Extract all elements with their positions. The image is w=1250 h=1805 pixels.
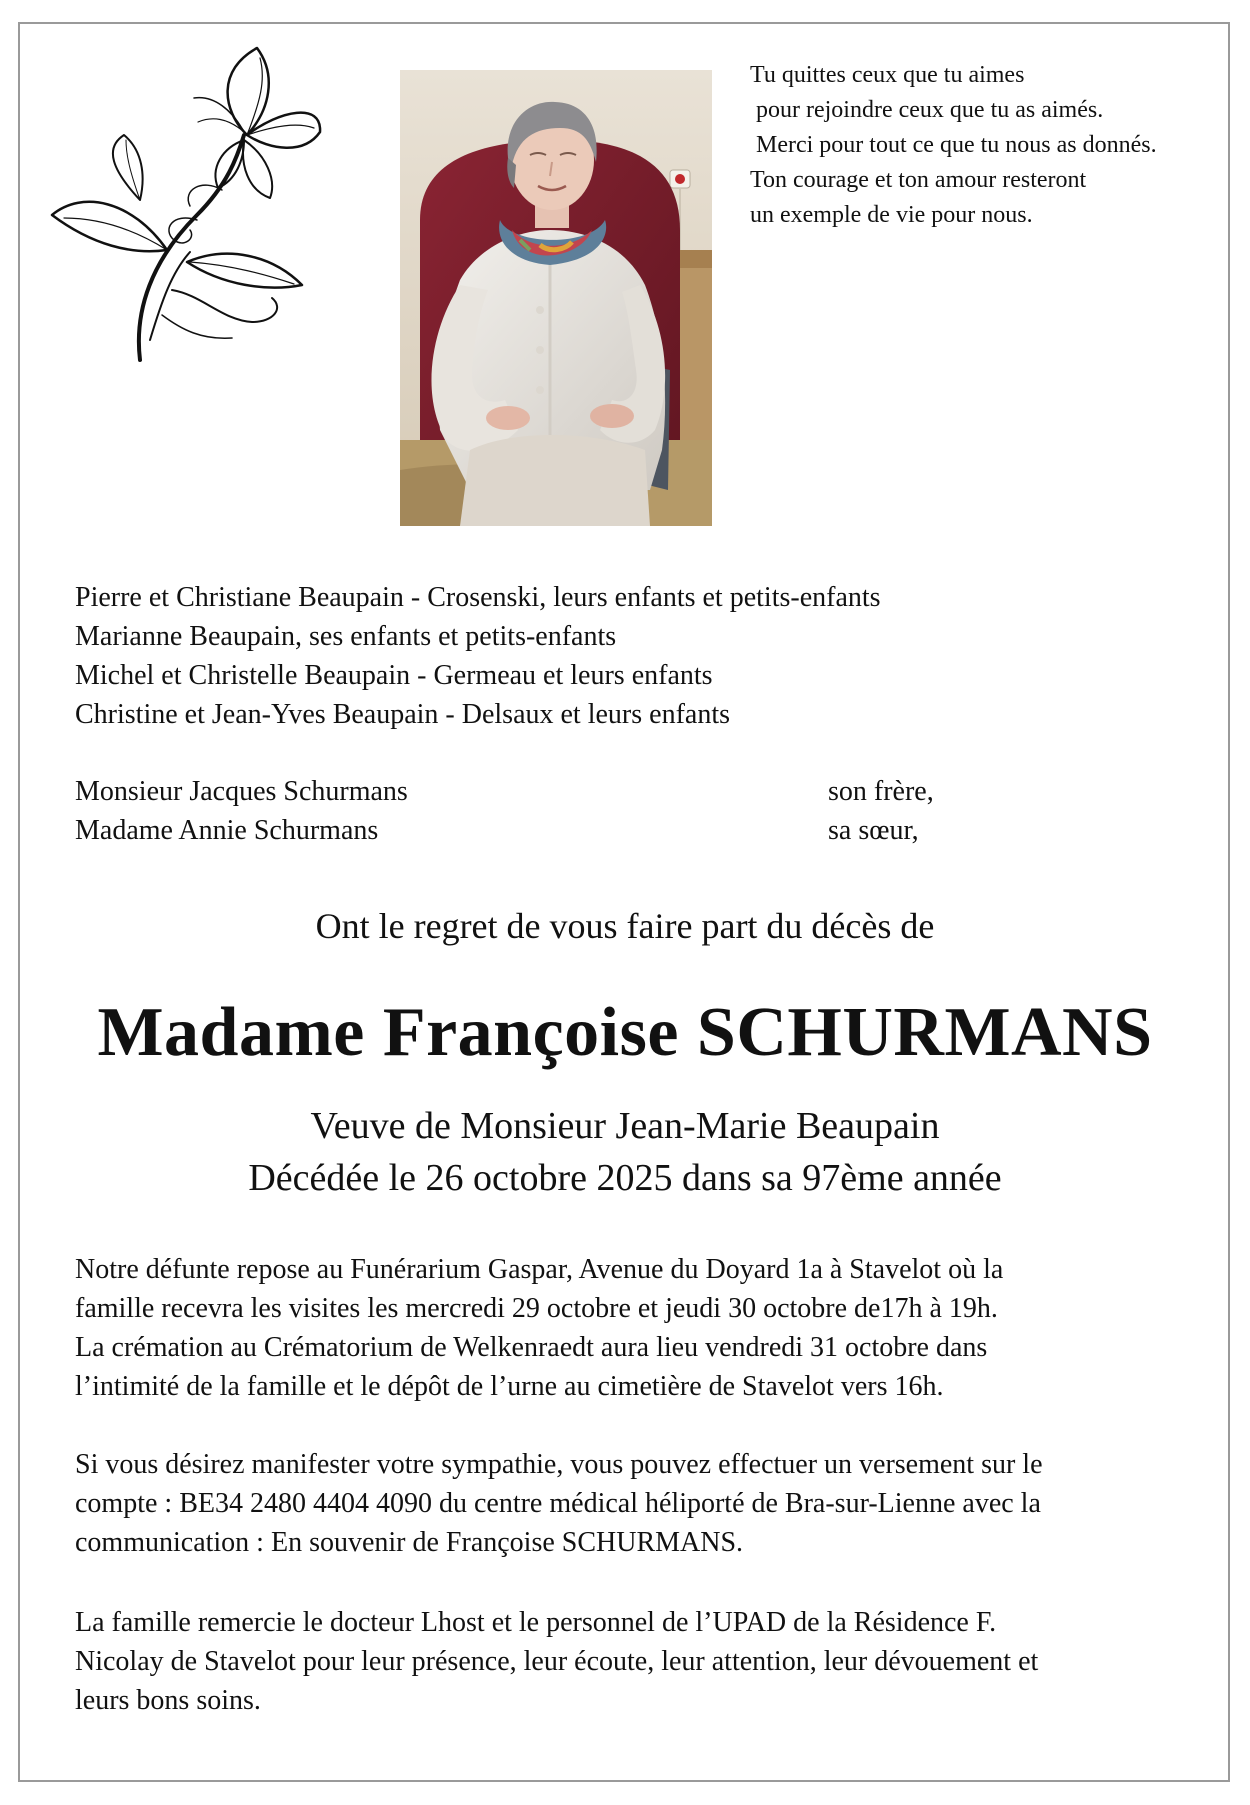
paragraph-line: l’intimité de la famille et le dépôt de l’urne au cimetière de Stavelot vers 16h. (75, 1371, 944, 1402)
relative-row (75, 811, 1175, 850)
deceased-details (0, 1100, 1250, 1204)
poem-line: pour rejoindre ceux que tu as aimés. (750, 97, 1104, 123)
relative-name: Madame Annie Schurmans (75, 815, 379, 846)
poem-line: Ton courage et ton amour resteront (750, 167, 1087, 193)
butterfly-flower-icon (22, 40, 332, 370)
widow-line: Veuve de Monsieur Jean-Marie Beaupain (310, 1105, 940, 1147)
poem (750, 58, 1220, 233)
relative-role: sa sœur, (828, 815, 919, 846)
family-list (75, 578, 1175, 734)
regret-statement: Ont le regret de vous faire part du décès de (315, 906, 935, 946)
family-line: Marianne Beaupain, ses enfants et petits-enfants (75, 621, 617, 652)
paragraph-line: leurs bons soins. (75, 1685, 261, 1716)
relatives-list (75, 772, 1175, 850)
poem-line: Merci pour tout ce que tu nous as donnés. (750, 132, 1157, 158)
poem-line: Tu quittes ceux que tu aimes (750, 62, 1025, 88)
family-line: Pierre et Christiane Beaupain - Crosenski, leurs enfants et petits-enfants (75, 582, 881, 613)
deceased-name: Madame Françoise SCHURMANS (97, 994, 1153, 1071)
paragraph-line: communication : En souvenir de Françoise SCHURMANS. (75, 1527, 744, 1558)
deceased-portrait-photo (400, 70, 712, 526)
paragraph-line: compte : BE34 2480 4404 4090 du centre médical héliporté de Bra-sur-Lienne avec la (75, 1488, 1041, 1519)
paragraph-line: famille recevra les visites les mercredi 29 octobre et jeudi 30 octobre de17h à 19h. (75, 1293, 998, 1324)
family-line: Michel et Christelle Beaupain - Germeau et leurs enfants (75, 660, 713, 691)
family-line: Christine et Jean-Yves Beaupain - Delsaux et leurs enfants (75, 699, 730, 730)
paragraph-line: La crémation au Crématorium de Welkenraedt aura lieu vendredi 31 octobre dans (75, 1332, 988, 1363)
paragraph-line: Si vous désirez manifester votre sympathie, vous pouvez effectuer un versement sur le (75, 1449, 1043, 1480)
relative-role: son frère, (828, 776, 934, 807)
relative-name: Monsieur Jacques Schurmans (75, 776, 408, 807)
paragraph-line: La famille remercie le docteur Lhost et le personnel de l’UPAD de la Résidence F. (75, 1607, 997, 1638)
poem-line: un exemple de vie pour nous. (750, 202, 1033, 228)
paragraph-line: Nicolay de Stavelot pour leur présence, leur écoute, leur attention, leur dévouement et (75, 1646, 1039, 1677)
thanks-paragraph (75, 1603, 1195, 1720)
death-date-line: Décédée le 26 octobre 2025 dans sa 97ème année (248, 1157, 1002, 1199)
paragraph-line: Notre défunte repose au Funérarium Gaspar, Avenue du Doyard 1a à Stavelot où la (75, 1254, 1004, 1285)
donation-paragraph (75, 1445, 1195, 1562)
relative-row (75, 772, 1175, 811)
visitation-paragraph (75, 1250, 1195, 1406)
